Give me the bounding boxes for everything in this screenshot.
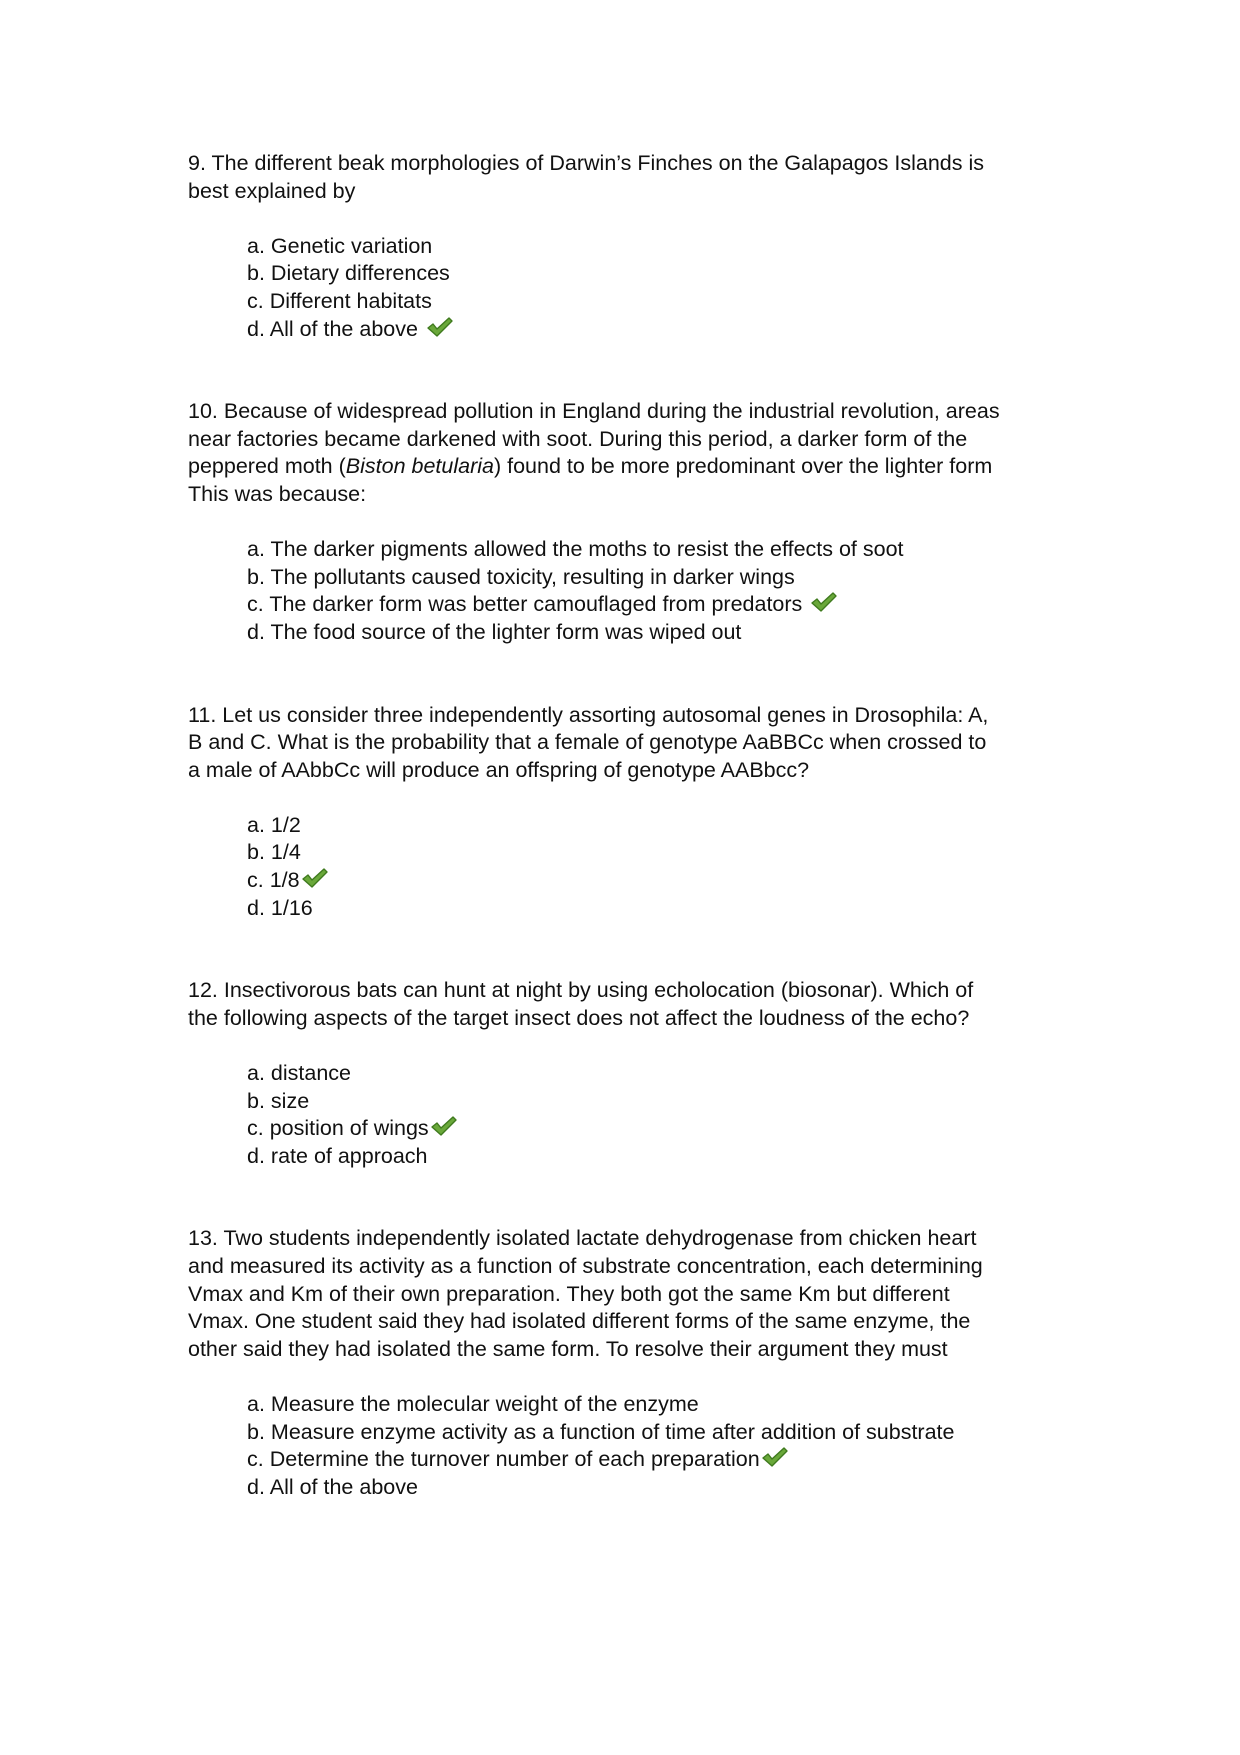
question-12-stem-line-2: the following aspects of the target insect does not affect the loudness of the echo? <box>188 1005 970 1030</box>
option-letter: a. <box>247 812 265 837</box>
option-letter: b. <box>247 564 265 589</box>
option-11b <box>247 839 1068 867</box>
option-text: The pollutants caused toxicity, resulting in darker wings <box>270 564 795 589</box>
option-letter: a. <box>247 1391 265 1416</box>
option-text: Determine the turnover number of each preparation <box>269 1447 760 1472</box>
question-11-stem-line-1: Let us consider three independently assorting autosomal genes in Drosophila: A, <box>222 702 989 727</box>
option-letter: b. <box>247 1419 265 1444</box>
option-letter: d. <box>247 619 265 644</box>
question-13-stem <box>188 1225 1068 1363</box>
question-9 <box>188 150 1068 343</box>
question-13-number: 13. <box>188 1226 218 1251</box>
option-letter: c. <box>247 288 264 313</box>
option-text: 1/8 <box>269 868 300 893</box>
question-10-stem-line-3b: ) found to be more predominant over the lighter form <box>493 454 993 479</box>
option-9c <box>247 288 1068 316</box>
question-10-stem-line-4: This was because: <box>188 481 367 506</box>
option-text: Measure enzyme activity as a function of time after addition of substrate <box>270 1419 955 1444</box>
option-11d <box>247 895 1068 923</box>
option-13b <box>247 1419 1068 1447</box>
option-12a <box>247 1060 1068 1088</box>
option-text: distance <box>270 1061 352 1086</box>
quiz-page <box>188 150 1068 1501</box>
option-12c <box>247 1115 1068 1143</box>
question-9-stem-line-2: best explained by <box>188 178 356 203</box>
option-10c <box>247 591 1068 619</box>
option-text: The darker pigments allowed the moths to resist the effects of soot <box>270 537 904 562</box>
option-letter: a. <box>247 537 265 562</box>
option-10a <box>247 536 1068 564</box>
option-letter: b. <box>247 1088 265 1113</box>
option-13d <box>247 1474 1068 1502</box>
option-letter: d. <box>247 895 265 920</box>
question-9-stem-line-1: The different beak morphologies of Darwin’s Finches on the Galapagos Islands is <box>211 151 984 175</box>
option-text: 1/16 <box>270 895 313 920</box>
question-13-stem-line-5: other said they had isolated the same form. To resolve their argument they must <box>188 1336 948 1361</box>
option-9a <box>247 233 1068 261</box>
option-letter: b. <box>247 840 265 865</box>
option-letter: d. <box>247 1474 265 1499</box>
option-11a <box>247 812 1068 840</box>
checkmark-icon <box>426 316 454 338</box>
option-text: rate of approach <box>270 1143 428 1168</box>
question-10-stem-line-1: Because of widespread pollution in England during the industrial revolution, areas <box>223 399 1000 424</box>
question-13-options <box>247 1391 1068 1501</box>
question-10-options <box>247 536 1068 646</box>
option-text: Dietary differences <box>270 261 450 286</box>
option-10b <box>247 564 1068 592</box>
option-13c <box>247 1446 1068 1474</box>
option-letter: c. <box>247 868 264 893</box>
question-13 <box>188 1225 1068 1501</box>
question-11-number: 11. <box>188 702 217 727</box>
option-10d <box>247 619 1068 647</box>
question-13-stem-line-2: and measured its activity as a function of substrate concentration, each determining <box>188 1254 983 1278</box>
question-11-stem <box>188 702 1068 785</box>
question-12-stem-line-1: Insectivorous bats can hunt at night by using echolocation (biosonar). Which of <box>223 978 974 1003</box>
option-letter: d. <box>247 316 265 341</box>
option-text: The darker form was better camouflaged from predators <box>269 592 803 617</box>
option-text: Different habitats <box>269 288 432 313</box>
option-text: Measure the molecular weight of the enzyme <box>270 1391 699 1416</box>
question-11-options <box>247 812 1068 922</box>
option-12d <box>247 1143 1068 1171</box>
question-12 <box>188 977 1068 1170</box>
option-text: size <box>270 1088 310 1113</box>
question-12-options <box>247 1060 1068 1170</box>
option-letter: c. <box>247 1116 264 1141</box>
question-13-stem-line-4: Vmax. One student said they had isolated different forms of the same enzyme, the <box>188 1309 971 1334</box>
question-10-stem <box>188 398 1068 508</box>
question-13-stem-line-1: Two students independently isolated lactate dehydrogenase from chicken heart <box>223 1226 977 1251</box>
checkmark-icon <box>810 591 838 613</box>
option-letter: c. <box>247 592 264 617</box>
checkmark-icon <box>761 1446 789 1468</box>
option-9b <box>247 260 1068 288</box>
option-text: position of wings <box>269 1116 429 1141</box>
option-11c <box>247 867 1068 895</box>
question-12-stem <box>188 977 1068 1032</box>
species-name: Biston betularia <box>345 454 494 479</box>
checkmark-icon <box>301 867 329 889</box>
option-12b <box>247 1088 1068 1116</box>
question-10-stem-line-2: near factories became darkened with soot. During this period, a darker form of the <box>188 426 968 451</box>
option-letter: b. <box>247 261 265 286</box>
option-letter: c. <box>247 1447 264 1472</box>
question-10-number: 10. <box>188 399 218 424</box>
option-letter: a. <box>247 1061 265 1086</box>
question-11-stem-line-2: B and C. What is the probability that a female of genotype AaBBCc when crossed to <box>188 730 987 755</box>
question-10 <box>188 398 1068 646</box>
option-text: 1/4 <box>270 840 301 865</box>
option-text: All of the above <box>269 1474 418 1499</box>
option-9d <box>247 316 1068 344</box>
question-9-options <box>247 233 1068 343</box>
option-13a <box>247 1391 1068 1419</box>
option-letter: a. <box>247 233 265 258</box>
question-12-number: 12. <box>188 978 218 1003</box>
question-11-stem-line-3: a male of AAbbCc will produce an offspring of genotype AABbcc? <box>188 757 810 782</box>
question-9-number: 9. <box>188 151 206 175</box>
option-text: All of the above <box>269 316 418 341</box>
question-10-stem-line-3a: peppered moth ( <box>188 454 346 479</box>
option-text: 1/2 <box>270 812 301 837</box>
question-13-stem-line-3: Vmax and Km of their own preparation. They both got the same Km but different <box>188 1281 950 1306</box>
question-11 <box>188 702 1068 923</box>
question-9-stem <box>188 150 1068 205</box>
option-text: Genetic variation <box>270 233 433 258</box>
option-letter: d. <box>247 1143 265 1168</box>
option-text: The food source of the lighter form was wiped out <box>270 619 742 644</box>
checkmark-icon <box>430 1115 458 1137</box>
